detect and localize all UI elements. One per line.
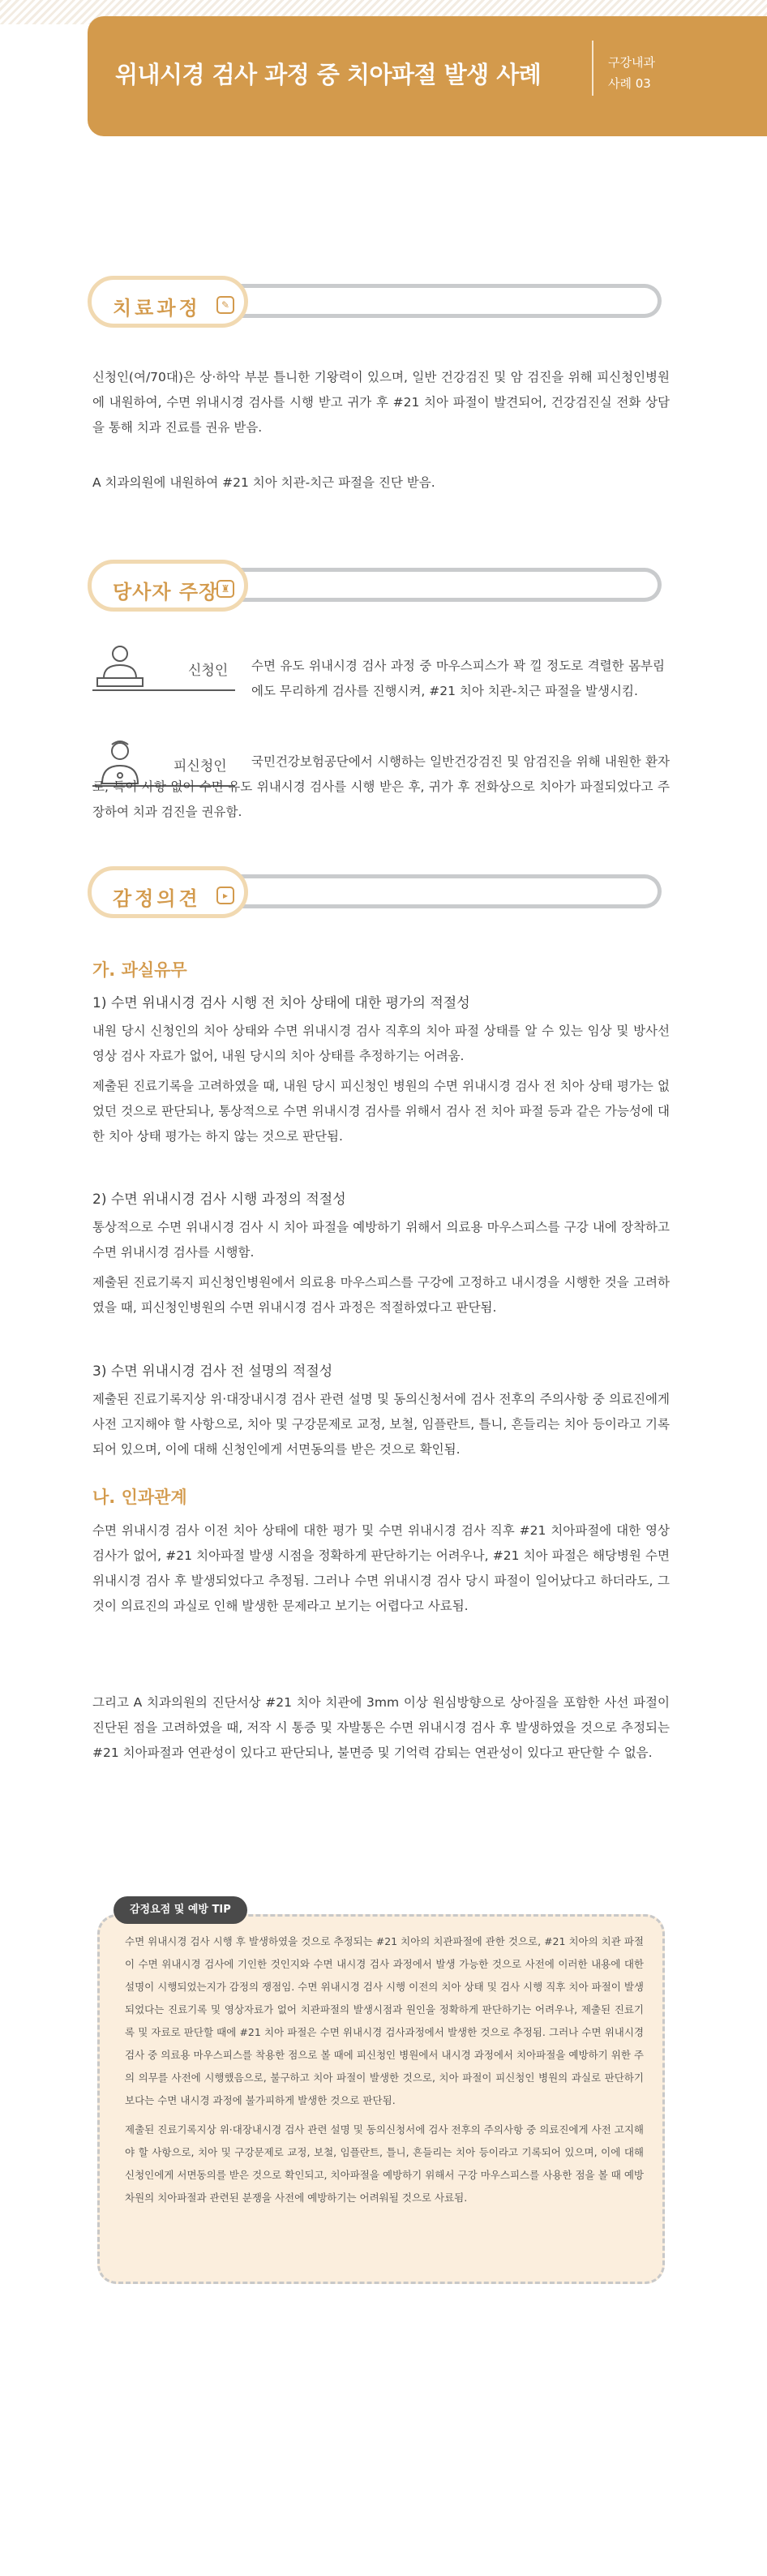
header-category: 구강내과 (608, 55, 655, 70)
item-3-paragraph-1: 제출된 진료기록지상 위·대장내시경 검사 관련 설명 및 동의신청서에 검사 전후의 주의사항 중 의료진에게 사전 고지해야 할 사항으로, 치아 및 구강문제로 교정, 보철, 임플란트, 틀니, 흔들리는 치아 등이라고 기록되어 있으며, 이에 대해 신청인에게 서면동의를 받은 것으로 확인됨. (92, 1392, 670, 1457)
tip-paragraph-2: 제출된 진료기록지상 위·대장내시경 검사 관련 설명 및 동의신청서에 검사 전후의 주의사항 중 의료진에게 사전 고지해야 할 사항으로, 치아 및 구강문제로 교정, 보철, 임플란트, 틀니, 흔들리는 치아 등이라고 기록되어 있으며, 이에 대해 신청인에게 서면동의를 받은 것으로 확인되고, 치아파절을 예방하기 위해서 구강 마우스피스를 사용한 점을 볼 때 예방 차원의 치아파절과 관련된 분쟁을 사전에 예방하기는 어려워될 것으로 사료됨. (125, 2123, 644, 2204)
header-case-number: 사례 03 (608, 76, 651, 91)
page-title: 위내시경 검사 과정 중 치아파절 발생 사례 (115, 61, 542, 88)
respondent-claim: 국민건강보험공단에서 시행하는 일반건강검진 및 암검진을 위해 내원한 환자로, 특이 사항 없이 수면 유도 위내시경 검사를 시행 받은 후, 귀가 후 전화상으로 치아가 파절되었다고 주장하여 치과 검진을 권유함. (92, 754, 670, 819)
tip-label: 감정요점 및 예방 TIP (114, 1896, 247, 1924)
section-bar (234, 568, 662, 602)
item-1-paragraph-2: 제출된 진료기록을 고려하였을 때, 내원 당시 피신청인 병원의 수면 위내시경 검사 전 치아 상태 평가는 없었던 것으로 판단되나, 통상적으로 수면 위내시경 검사를 위해서 검사 전 치아 파절 등과 같은 가능성에 대한 치아 상태 평가는 하지 않는 것으로 판단됨. (92, 1079, 670, 1144)
section-pill (88, 866, 248, 918)
section-heading-opinion: 감정의견 (113, 887, 201, 910)
section-heading-treatment: 치료과정 (113, 297, 201, 320)
tooth-icon: ♜ (216, 580, 234, 598)
subheading-negligence: 가. 과실유무 (92, 960, 187, 980)
item-title-3: 3) 수면 위내시경 검사 전 설명의 적절성 (92, 1363, 333, 1380)
treatment-paragraph-2: A 치과의원에 내원하여 #21 치아 치관-치근 파절을 진단 받음. (92, 475, 435, 490)
section-pill (88, 560, 248, 612)
item-title-1: 1) 수면 위내시경 검사 시행 전 치아 상태에 대한 평가의 적절성 (92, 995, 470, 1011)
item-2-paragraph-1: 통상적으로 수면 위내시경 검사 시 치아 파절을 예방하기 위해서 의료용 마우스피스를 구강 내에 장착하고 수면 위내시경 검사를 시행함. (92, 1220, 670, 1260)
chat-icon: ✎ (216, 296, 234, 314)
section-bar (234, 874, 662, 908)
section-pill (88, 276, 248, 328)
section-heading-claims: 당사자 주장 (113, 581, 219, 603)
causation-paragraph-2: 그리고 A 치과의원의 진단서상 #21 치아 치관에 3mm 이상 원심방향으로 상아질을 포함한 사선 파절이 진단된 점을 고려하였을 때, 저작 시 통증 및 자발통은 수면 위내시경 검사 후 발생하였을 것으로 추정되는 #21 치아파절과 연관성이 있다고 판단되나, 불면증 및 기억력 감퇴는 연관성이 있다고 판단할 수 없음. (92, 1695, 670, 1760)
subheading-causation: 나. 인과관계 (92, 1488, 187, 1507)
tip-paragraph-1: 수면 위내시경 검사 시행 후 발생하였을 것으로 추정되는 #21 치아의 치관파절에 관한 것으로, #21 치아의 치관 파절이 수면 위내시경 검사에 기인한 것인지와 수면 내시경 검사 과정에서 발생 가능한 것으로 사전에 이러한 내용에 대한 설명이 시행되었는지가 감정의 쟁점임. 수면 위내시경 검사 시행 이전의 치아 상태 및 검사 시행 직후 치아 파절이 발생되었다는 진료기록 및 영상자료가 없어 치관파절의 발생시점과 원인을 정확하게 판단하기는 어려우나, 제출된 진료기록 및 자료로 판단할 때에 #21 치아 파절은 수면 위내시경 검사과정에서 발생한 것으로 추정됨. 그러나 수면 위내시경 검사 중 의료용 마우스피스를 착용한 점으로 볼 때에 피신청인 병원에서 내시경 과정에서 치아파절을 예방하기 위한 주의 의무를 사전에 시행했음으로, 불구하고 치아 파절이 발생한 것으로, 치아 파절이 피신청인 병원의 과실로 판단하기 보다는 수면 내시경 과정에 불가피하게 발생한 것으로 판단됨. (125, 1935, 644, 2106)
applicant-label: 신청인 (188, 663, 229, 679)
item-2-paragraph-2: 제출된 진료기록지 피신청인병원에서 의료용 마우스피스를 구강에 고정하고 내시경을 시행한 것을 고려하였을 때, 피신청인병원의 수면 위내시경 검사 과정은 적절하였다고 판단됨. (92, 1275, 670, 1315)
section-banner-opinion (88, 866, 665, 918)
header-divider (592, 41, 593, 96)
respondent-label: 피신청인 (174, 758, 227, 775)
applicant-underline (92, 689, 235, 691)
causation-paragraph-1: 수면 위내시경 검사 이전 치아 상태에 대한 평가 및 수면 위내시경 검사 직후 #21 치아파절에 대한 영상 검사가 없어, #21 치아파절 발생 시점을 정확하게 판단하기는 어려우나, #21 치아 파절은 해당병원 수면 위내시경 검사 후 발생되었다고 추정됨. 그러나 수면 위내시경 검사 당시 파절이 일어났다고 하더라도, 그것이 의료진의 과실로 인해 발생한 문제라고 보기는 어렵다고 사료됨. (92, 1523, 670, 1613)
section-banner-treatment (88, 276, 665, 328)
item-1-paragraph-1: 내원 당시 신청인의 치아 상태와 수면 위내시경 검사 직후의 치아 파절 상태를 알 수 있는 임상 및 방사선 영상 검사 자료가 없어, 내원 당시의 치아 상태를 추정하기는 어려움. (92, 1024, 670, 1063)
document-icon: ▸ (216, 887, 234, 904)
applicant-claim: 수면 유도 위내시경 검사 과정 중 마우스피스가 꽉 낄 정도로 격렬한 몸부림에도 무리하게 검사를 진행시켜, #21 치아 치관-치근 파절을 발생시킴. (251, 659, 665, 698)
section-banner-claims (88, 560, 665, 612)
treatment-paragraph-1: 신청인(여/70대)은 상·하악 부분 틀니한 기왕력이 있으며, 일반 건강검진 및 암 검진을 위해 피신청인병원에 내원하여, 수면 위내시경 검사를 시행 받고 귀가 후 #21 치아 파절이 발견되어, 건강검진실 전화 상담을 통해 치과 진료를 권유 받음. (92, 370, 670, 435)
item-title-2: 2) 수면 위내시경 검사 시행 과정의 적절성 (92, 1191, 346, 1208)
section-bar (234, 284, 662, 318)
